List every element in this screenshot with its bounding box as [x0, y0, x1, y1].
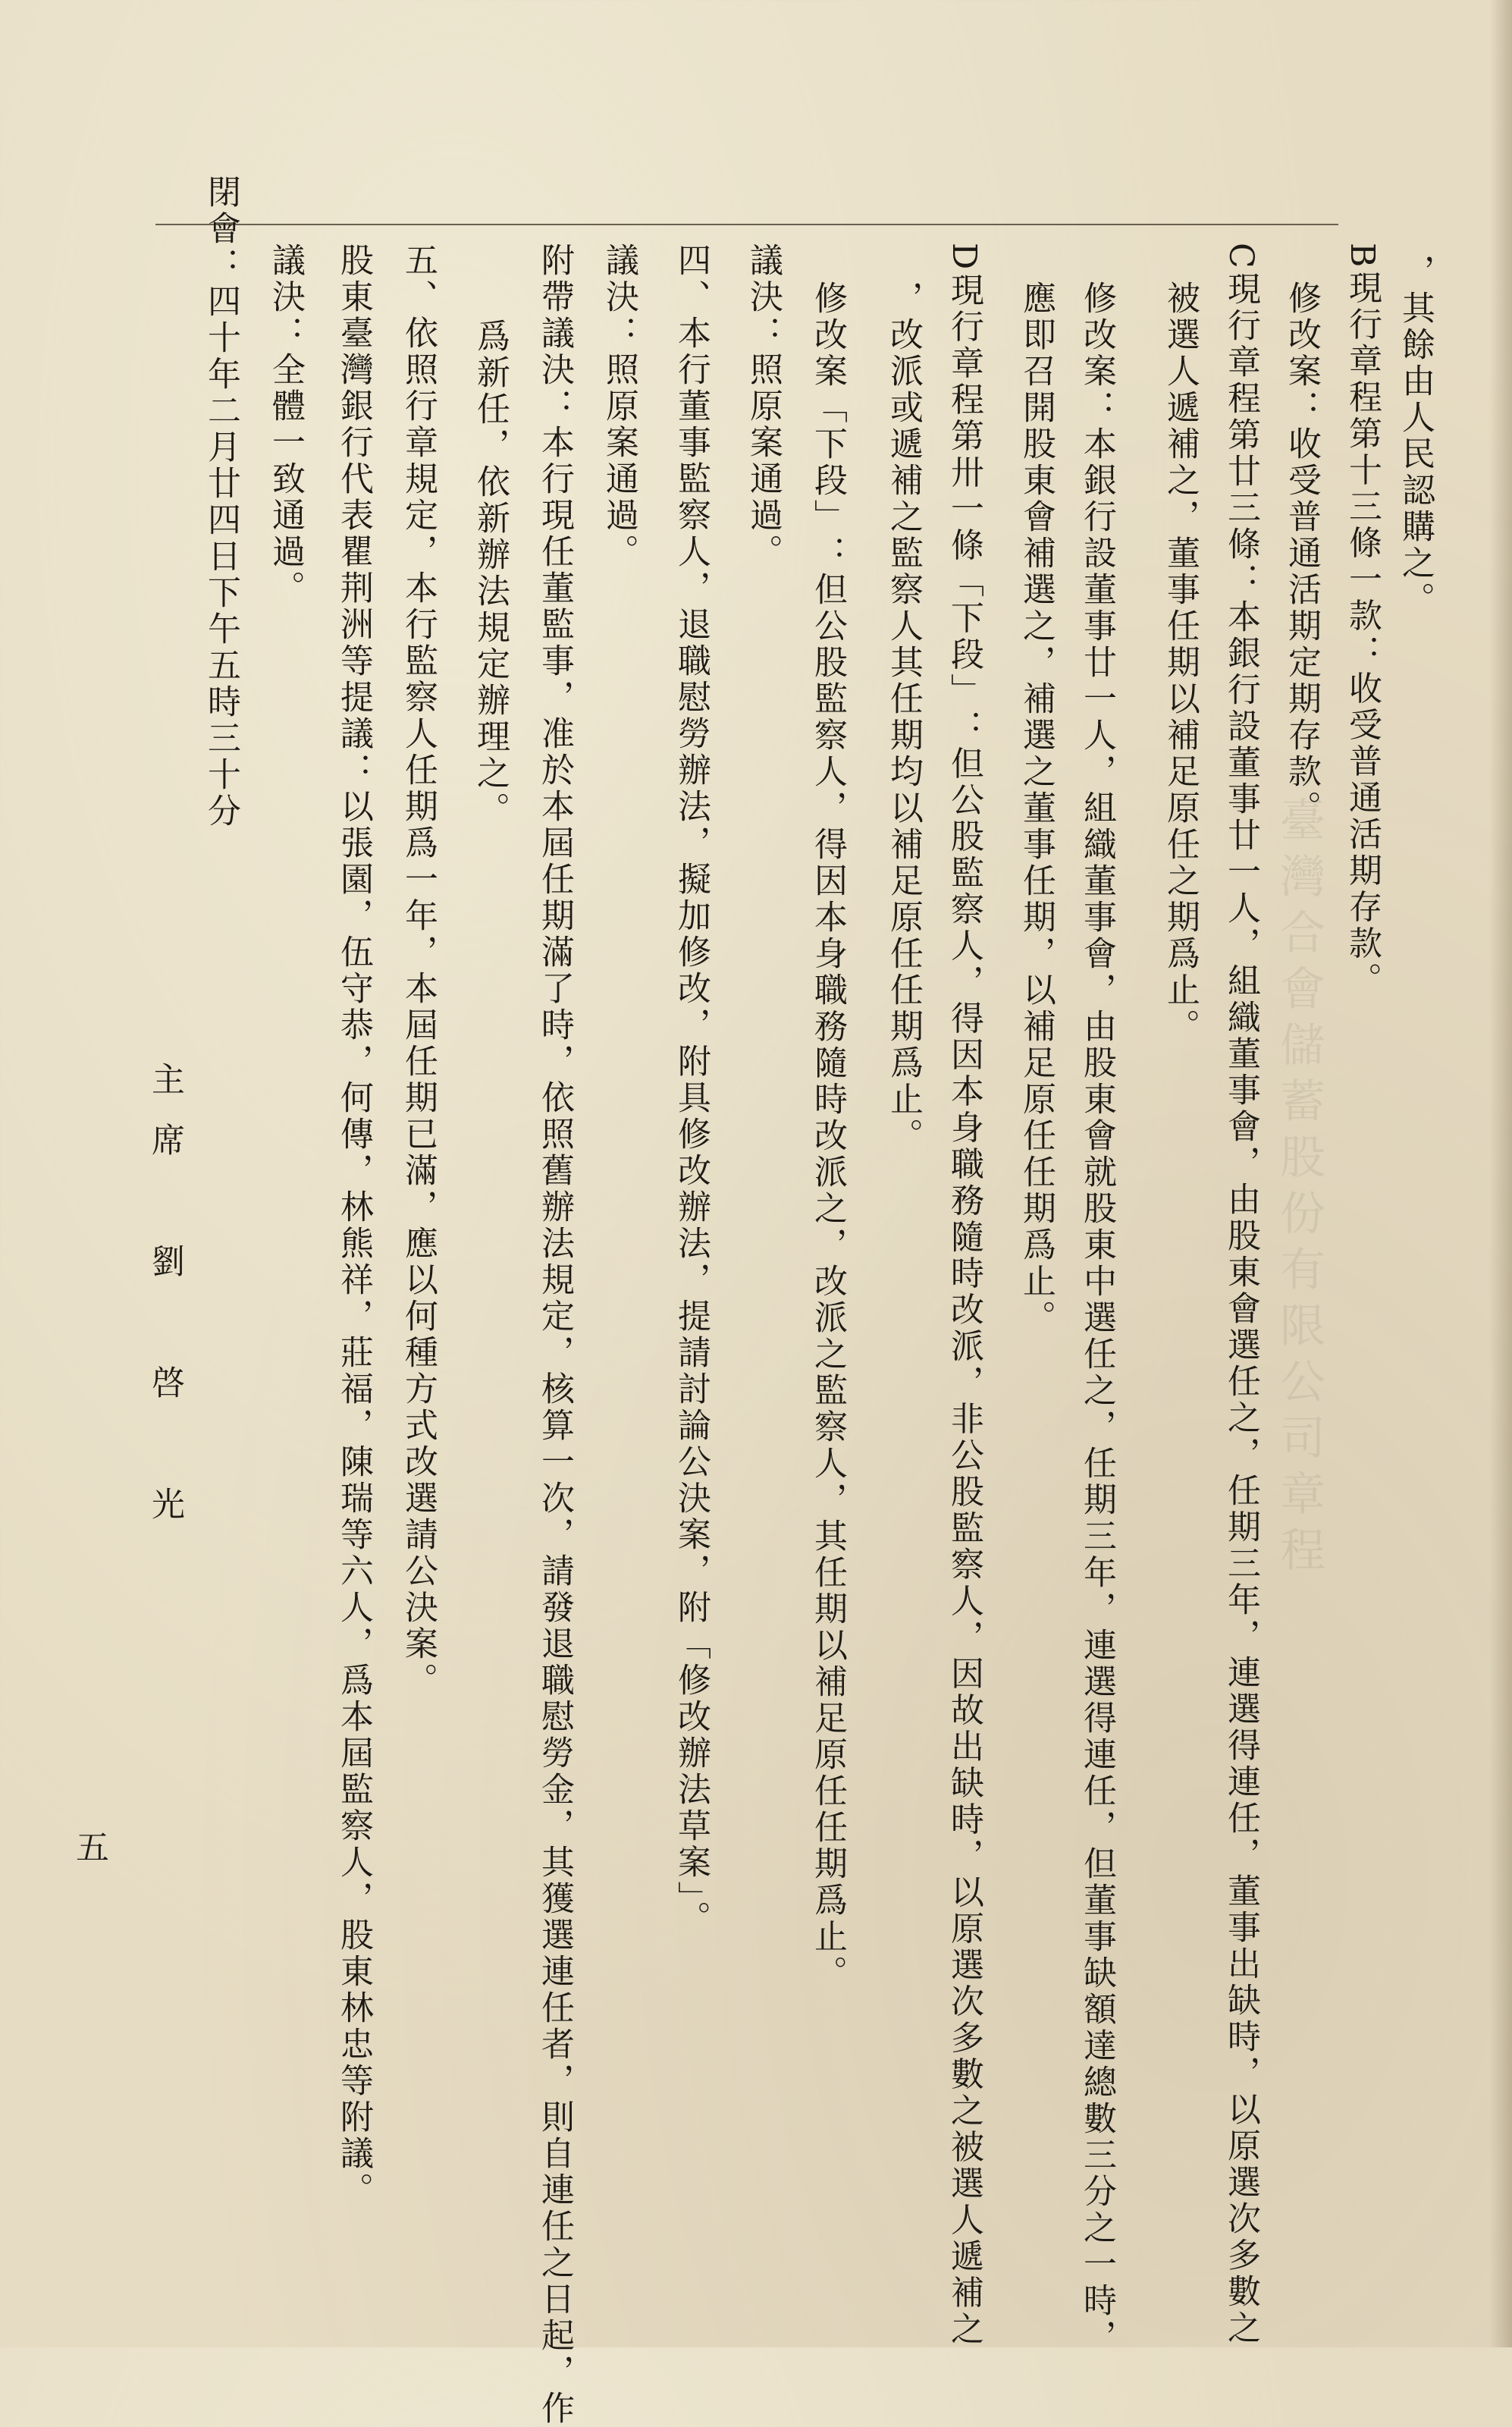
text-column-5: 被選人遞補之，董事任期以補足原任之期爲止。: [1161, 281, 1200, 1045]
text-column-16: 五、依照行章規定，本行監察人任期爲一年，本屆任期已滿，應以何種方式改選請公決案。: [399, 243, 438, 1699]
text-column-10: 修改案「下段」：但公股監察人，得因本身職務隨時改派之，改派之監察人，其任期以補足原任任期爲止。: [808, 281, 847, 1992]
text-column-19: 閉會：四十年二月廿四日下午五時三十分: [202, 174, 240, 830]
text-column-2: B現行章程第十三條一款：收受普通活期存款。: [1343, 243, 1382, 999]
text-column-13: 議決：照原案通過。: [600, 243, 638, 570]
text-column-9: ，改派或遞補之監察人其任期均以補足原任任期爲止。: [884, 281, 923, 1154]
text-column-17: 股東臺灣銀行代表瞿荆洲等提議：以張園，伍守恭，何傳，林熊祥，莊福，陳瑞等六人，爲本屆監察人，股東林忠等附議。: [334, 243, 373, 2209]
text-column-6: 修改案：本銀行設董事廿一人，組織董事會，由股東會就股東中選任之，任期三年，連選得連任，但董事缺額達總數三分之一時，: [1078, 281, 1116, 2356]
chairman-signature: 主席 劉 啓 光: [146, 1062, 184, 1547]
text-column-4: C現行章程第廿三條：本銀行設董事廿一人，組織董事會，由股東會選任之，任期三年，連選得連任，董事出缺時，以原選次多數之: [1222, 243, 1260, 2347]
page-edge-shadow: [1489, 0, 1512, 2347]
text-column-11: 議決：照原案通過。: [744, 243, 783, 570]
text-column-3: 修改案：收受普通活期定期存款。: [1282, 281, 1321, 827]
text-column-18: 議決：全體一致通過。: [266, 243, 305, 607]
text-column-12: 四、本行董事監察人，退職慰勞辦法，擬加修改，附具修改辦法，提請討論公決案，附「修改辦法草案」。: [672, 243, 711, 1937]
text-column-14: 附帶議決：本行現任董監事，准於本屆任期滿了時，依照舊辦法規定，核算一次，請發退職慰勞金，其獲選連任者，則自連任之日起，作: [535, 243, 574, 2427]
page-number: 五: [76, 1829, 109, 1867]
bleed-through-text: 臺灣合會儲蓄股份有限公司章程: [1272, 796, 1325, 1582]
text-column-7: 應即召開股東會補選之，補選之董事任期，以補足原任任期爲止。: [1017, 281, 1056, 1336]
text-column-15: 爲新任，依新辦法規定辦理之。: [471, 319, 510, 828]
top-rule: [155, 224, 1338, 225]
text-column-8: D現行章程第卅一條「下段」：但公股監察人，得因本身職務隨時改派，非公股監察人，因故出缺時，以原選次多數之被選人遞補之: [945, 243, 983, 2348]
text-column-1: ，其餘由人民認購之。: [1396, 254, 1435, 618]
